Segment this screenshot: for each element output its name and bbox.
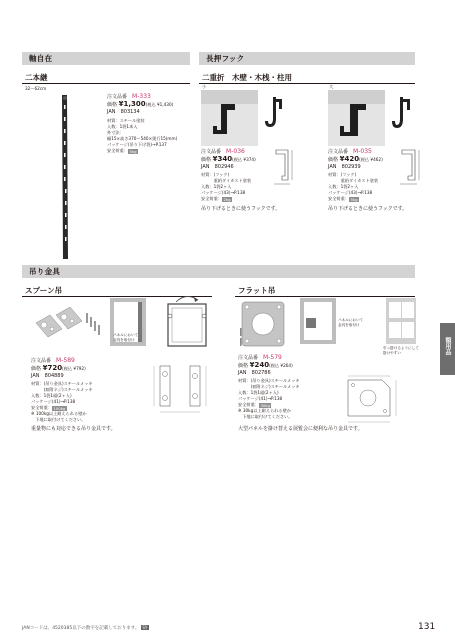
price-line: 価格 ¥420(税込 ¥462)	[328, 155, 383, 163]
section-title: 長押フック	[206, 54, 245, 63]
code-line: 注文品番 M-036	[201, 148, 245, 155]
section-title: 吊り金具	[29, 267, 61, 276]
spec-line-load: 安全荷重： 5kg	[328, 196, 358, 202]
spoon-hanger-diagram	[160, 294, 216, 352]
jan-line: JAN 802939	[328, 164, 361, 170]
spec-line: 材質：(吊り金具)スチールメッキ	[31, 381, 93, 386]
spec-line: 材質：(フック)	[201, 172, 230, 177]
title-underline	[199, 83, 415, 84]
section-band-nageshi	[199, 52, 415, 65]
spec-line: 入数：1袋2ヶ入	[328, 184, 359, 189]
code-line: 注文品番 M-035	[328, 148, 372, 155]
product-title: フラット吊	[238, 286, 276, 295]
code-line: 注文品番 M-579	[238, 354, 282, 361]
size-label-small: 小	[202, 84, 207, 89]
spec-line-load: 安全荷重： 2kg	[201, 196, 231, 202]
jan-line: JAN 802946	[201, 164, 234, 170]
spec-line: 材質：(吊り金具)スチールメッキ	[238, 378, 300, 383]
photo-caption: パネルにおいて 金具を取付け	[113, 333, 139, 342]
spec-line: 幅15×高さ370〜540×奥行15(mm)	[107, 136, 178, 141]
hook-icon-large	[389, 95, 413, 135]
product-note: 重量物にも対応できる吊り金具です。	[31, 426, 116, 432]
spec-line: 材質：スチール塗装	[107, 118, 145, 123]
warning-line: ※ 100kg以上耐えられる壁か	[31, 411, 87, 416]
page-number: 131	[418, 622, 436, 632]
spec-block-m036	[201, 148, 281, 212]
product-note: 吊り下げるときに使うフックです。	[201, 206, 281, 212]
price-line: 価格 ¥240(税込 ¥264)	[238, 361, 293, 369]
section-title: 軸自在	[29, 54, 53, 63]
spec-line: 重鉛ダイカスト塗装	[328, 178, 379, 183]
size-note: 32〜62cm	[25, 86, 47, 91]
spec-line: パッケージ(吊り下げ袋)→P.137	[107, 142, 167, 147]
code-line: 注文品番 M-333	[107, 93, 151, 100]
jan-line: JAN 802786	[238, 370, 271, 376]
warning-line: ※ 30kg以上耐えられる壁か	[238, 408, 291, 413]
price-line: 価格 ¥1,300(税込 ¥1,430)	[107, 100, 174, 108]
footer-note: JANコードは、4520385以下の数字を記載しております。 SY	[22, 625, 148, 631]
spec-line: (皿附ネジ)スチールメッキ	[238, 384, 300, 389]
load-badge: 30kg	[260, 402, 270, 408]
spec-line: 入数：1袋1本入	[107, 124, 138, 129]
section-band-jikujizai	[22, 52, 190, 65]
hook-diagram-small	[272, 146, 298, 188]
product-title: 二重折 木壁・木桟・柱用	[202, 73, 292, 82]
spec-line: パッケージ(43)→P.138	[201, 190, 246, 195]
warning-line: 下地に取付けてください。	[31, 417, 86, 422]
hook-diagram-large	[398, 146, 424, 188]
spec-block-m035	[328, 148, 408, 212]
jan-line: JAN 803134	[107, 109, 140, 115]
load-badge: 100kg	[53, 405, 66, 411]
spec-line: パッケージ(43)→P.138	[328, 190, 373, 195]
product-title: スプーン吊	[25, 286, 63, 295]
spec-line-load: 安全荷重： 100kg	[31, 405, 66, 411]
category-side-tab[interactable]	[440, 323, 455, 375]
product-note: 大型パネルを掛け替える展覧会に便利な吊り金具です。	[238, 426, 363, 432]
spec-line: (皿附ネジ)スチールメッキ	[31, 387, 93, 392]
price-line: 価格 ¥720(税込 ¥792)	[31, 364, 86, 372]
spec-line-load: 安全荷重： 5kg	[107, 148, 137, 154]
section-band-tsurikanagu	[22, 265, 415, 278]
photo-caption: パネルにおいて 金具を取付け	[338, 318, 364, 327]
jan-line: JAN 804889	[31, 373, 64, 379]
hook-photo-large	[328, 90, 385, 146]
product-title: 二本継	[25, 73, 48, 82]
hook-icon-small	[262, 95, 286, 135]
spec-line: パッケージ(41)→P.138	[31, 399, 76, 404]
size-label-large: 大	[329, 84, 334, 89]
load-badge: 5kg	[129, 148, 137, 154]
spec-line: 外寸法：	[107, 130, 124, 135]
spec-line: 材質：(フック)	[328, 172, 357, 177]
title-underline	[235, 296, 415, 297]
category-side-tab-label: 額用品	[444, 337, 451, 355]
spec-line-load: 安全荷重： 30kg	[238, 402, 270, 408]
title-underline	[22, 83, 190, 84]
flat-hanger-photo-2	[386, 298, 416, 344]
warning-line: 下地に取付けてください。	[238, 414, 293, 419]
flat-hanger-image	[238, 298, 292, 350]
load-badge: 2kg	[223, 196, 231, 202]
spec-line: 入数：1袋1組(2ヶ入)	[31, 393, 72, 398]
spec-block-m589	[31, 357, 151, 423]
load-badge: 5kg	[350, 196, 358, 202]
spec-block-m333	[107, 93, 192, 154]
spec-block-m579	[238, 354, 358, 420]
spec-line: 入数：1袋1組(2ヶ入)	[238, 390, 279, 395]
code-line: 注文品番 M-589	[31, 357, 75, 364]
photo-caption-2: 引っ掛けるようにして 掛けやすい	[383, 346, 419, 355]
flat-hanger-photo	[300, 298, 336, 344]
spec-line: 入数：1袋2ヶ入	[201, 184, 232, 189]
spoon-hanger-image	[32, 305, 104, 343]
footer-badge: SY	[142, 625, 148, 630]
rail-image	[52, 93, 78, 263]
product-note: 吊り下げるときに使うフックです。	[328, 206, 408, 212]
spec-line: 重鉛ダイカスト塗装	[201, 178, 252, 183]
spec-line: パッケージ(41)→P.138	[238, 396, 283, 401]
spoon-hanger-dimension-drawing	[150, 362, 220, 420]
hook-photo-small	[201, 90, 258, 146]
price-line: 価格 ¥340(税込 ¥374)	[201, 155, 256, 163]
